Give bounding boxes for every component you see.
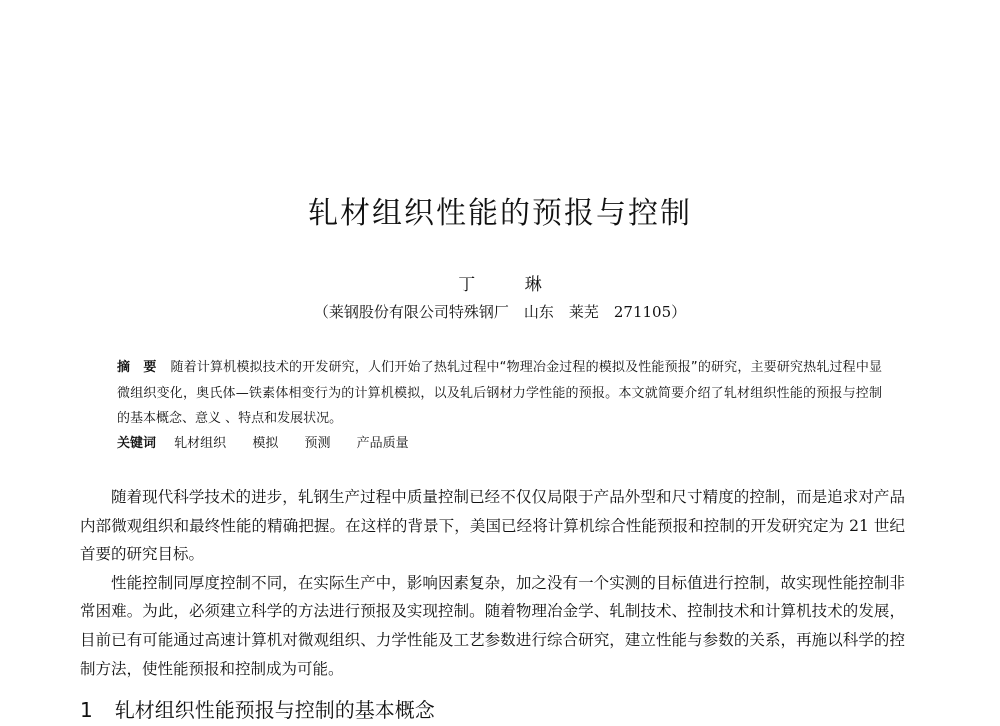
keyword-item: 模拟	[252, 436, 279, 451]
section-number: 1	[80, 698, 93, 722]
author-affiliation: （莱钢股份有限公司特殊钢厂 山东 莱芜 271105）	[313, 303, 687, 321]
abstract-block	[117, 355, 882, 432]
section-heading	[80, 694, 435, 723]
keyword-item: 产品质量	[356, 436, 409, 451]
abstract-label: 摘 要	[117, 360, 157, 375]
body-text	[80, 483, 905, 683]
paper-title: 轧材组织性能的预报与控制	[308, 196, 692, 231]
abstract-text: 随着计算机模拟技术的开发研究，人们开始了热轧过程中“物理冶金过程的模拟及性能预报”的研究，主要研究热轧过程中显微组织变化，奥氏体—铁素体相变行为的计算机模拟，以及轧后钢材力学性能的预报。本文就简要介绍了轧材组织性能的预报与控制的基本概念、意义 、特点和发展状况。	[117, 360, 882, 426]
body-paragraph: 性能控制同厚度控制不同，在实际生产中，影响因素复杂，加之没有一个实测的目标值进行控制，故实现性能控制非常困难。为此，必须建立科学的方法进行预报及实现控制。随着物理冶金学、轧制技术、控制技术和计算机技术的发展，目前已有可能通过高速计算机对微观组织、力学性能及工艺参数进行综合研究，建立性能与参数的关系，再施以科学的控制方法，使性能预报和控制成为可能。	[80, 573, 905, 678]
body-paragraph: 随着现代科学技术的进步，轧钢生产过程中质量控制已经不仅仅局限于产品外型和尺寸精度的控制，而是追求对产品内部微观组织和最终性能的精确把握。在这样的背景下，美国已经将计算机综合性能预报和控制的开发研究定为 21 世纪首要的研究目标。	[80, 488, 905, 564]
keyword-item: 预测	[304, 436, 331, 451]
keyword-item: 轧材组织	[174, 436, 227, 451]
keywords-label: 关键词	[117, 436, 157, 451]
author-name: 丁 琳	[458, 275, 564, 295]
section-title: 轧材组织性能预报与控制的基本概念	[114, 698, 435, 722]
keywords-block	[117, 432, 882, 456]
